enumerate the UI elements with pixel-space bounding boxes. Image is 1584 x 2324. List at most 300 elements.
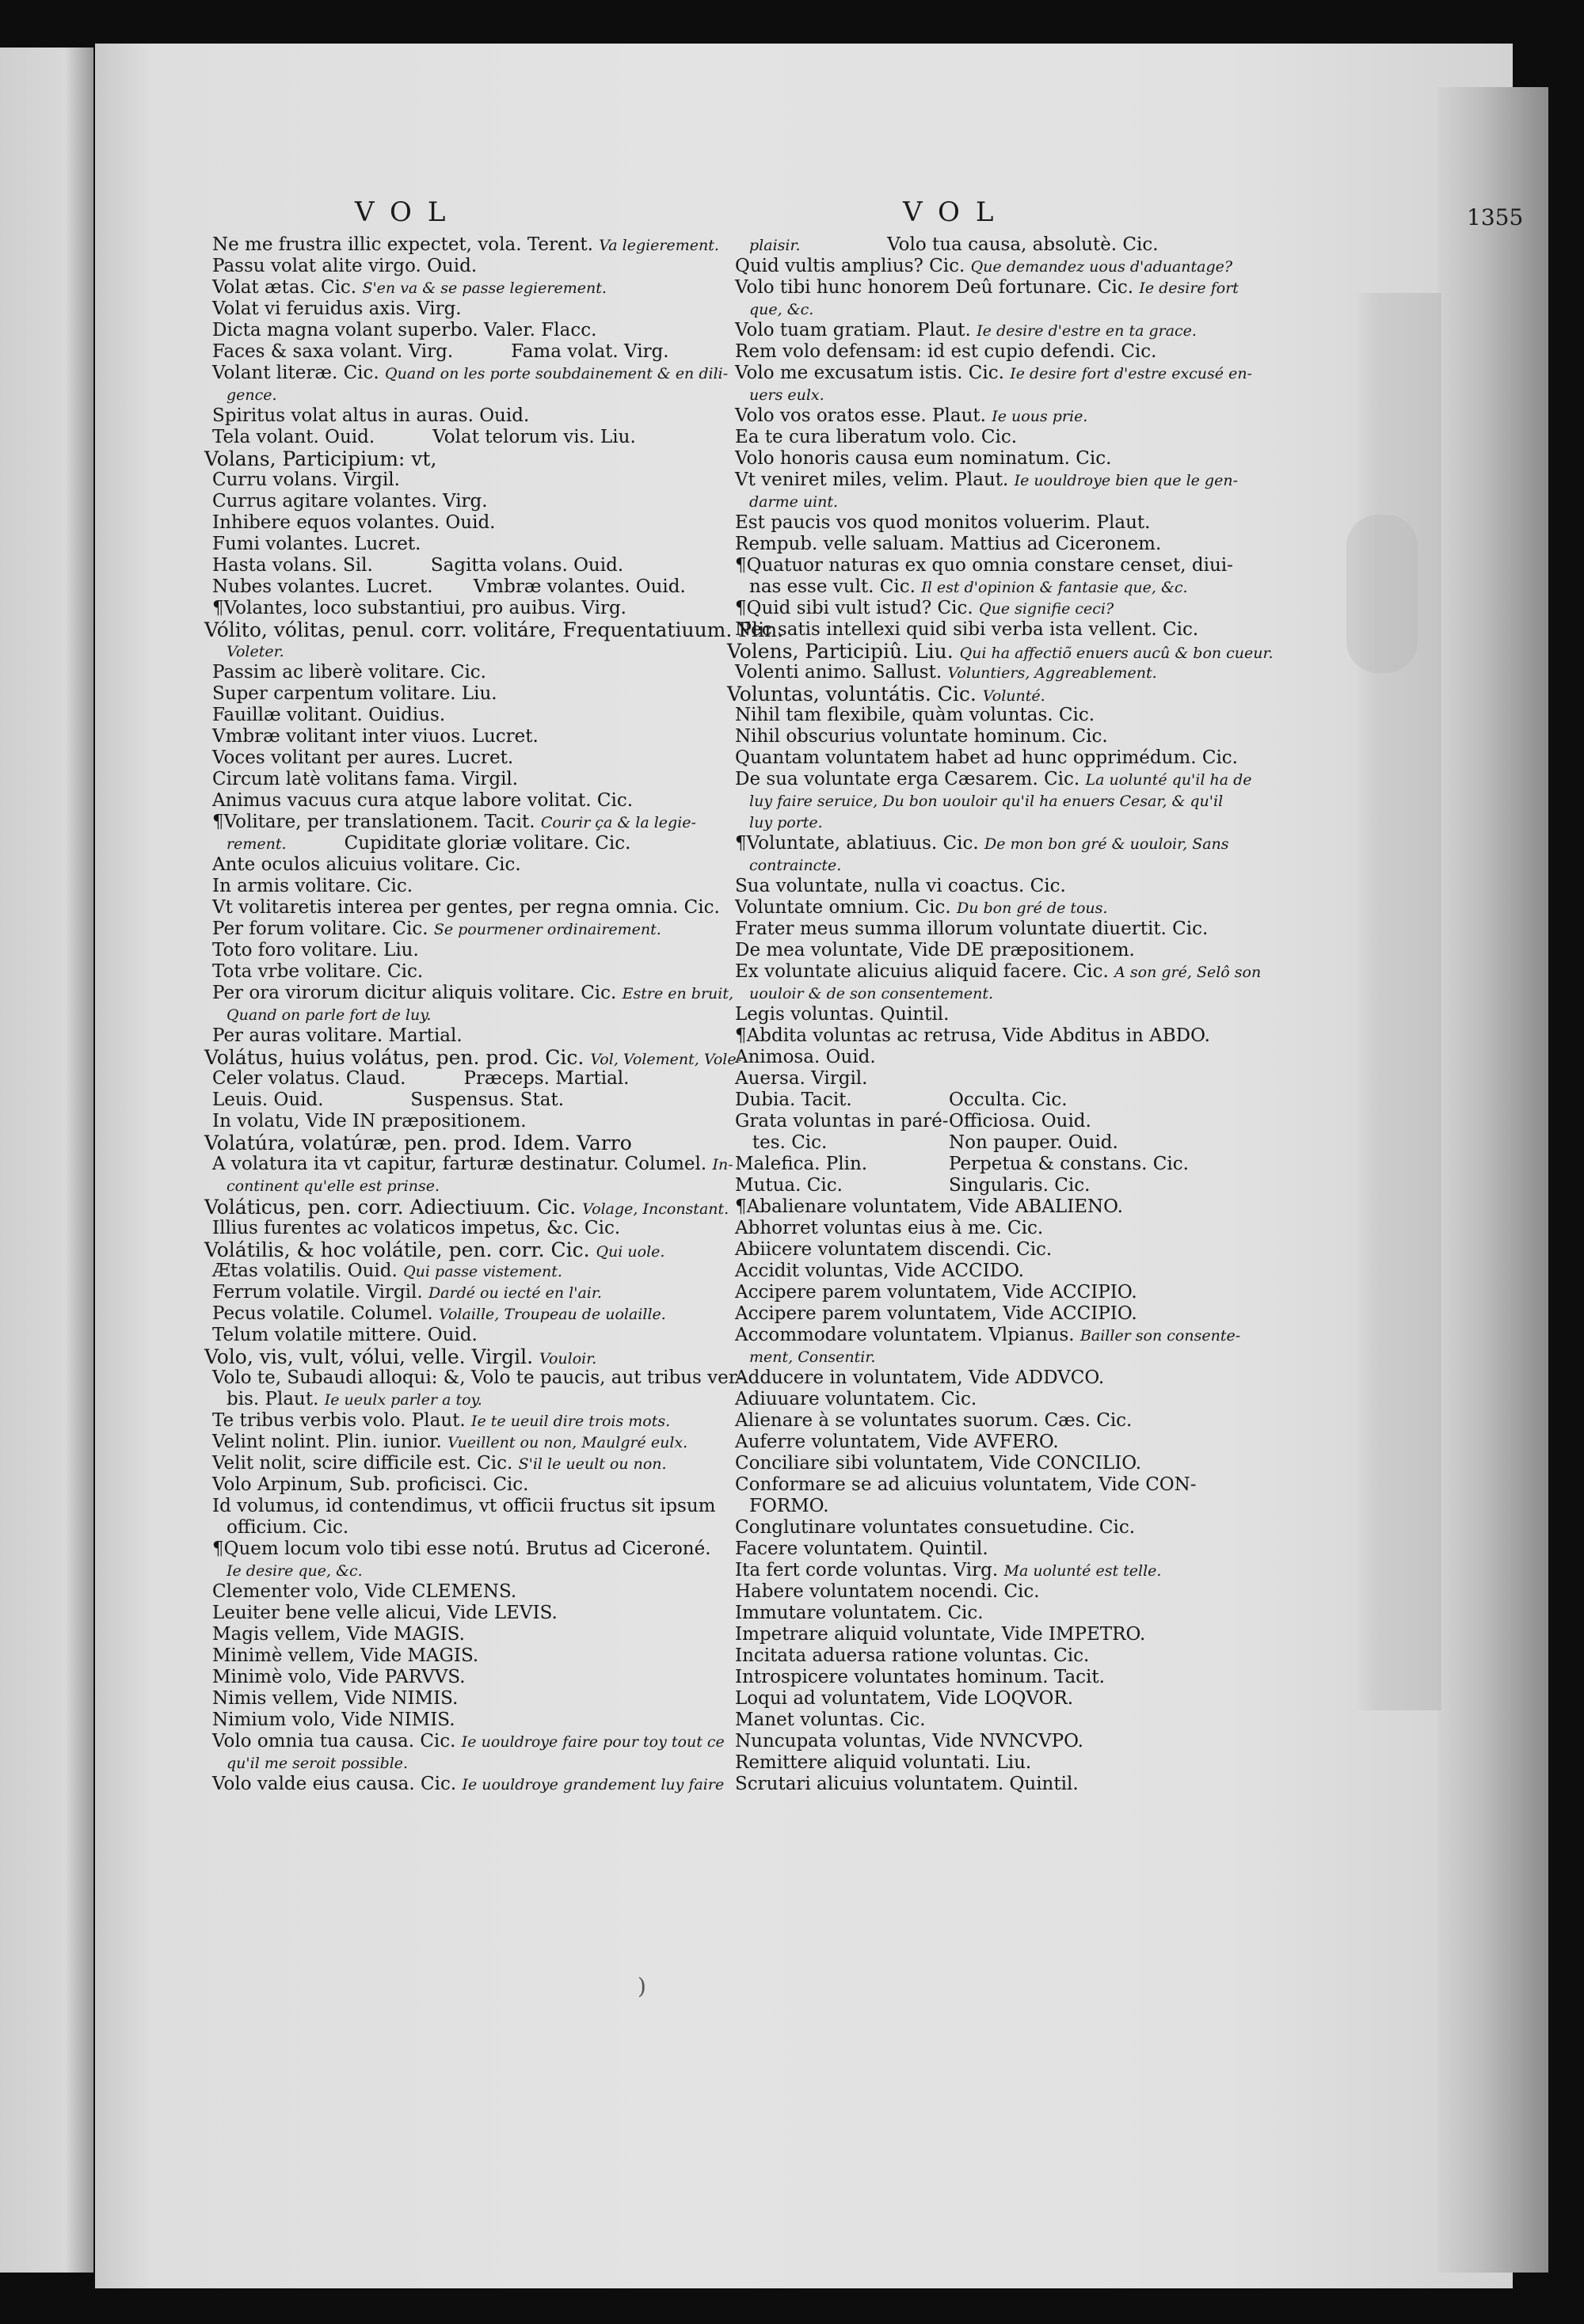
entry-text: Volo tuam gratiam. Plaut. <box>735 320 977 340</box>
entry-text: Volant literæ. Cic. <box>212 363 386 383</box>
entry-text: Volo honoris causa eum nominatum. Cic. <box>735 448 1112 469</box>
entry-text: Dicta magna volant superbo. Valer. Flacc. <box>212 320 597 340</box>
pencil-mark: ) <box>638 1973 646 1999</box>
entry-text: Per ora virorum dicitur aliquis volitare. Cic. <box>212 983 623 1003</box>
dictionary-line <box>727 598 1329 619</box>
dictionary-line <box>727 1774 1329 1795</box>
dictionary-line <box>727 256 1329 277</box>
french-gloss: Vueillent ou non, Maulgré eulx. <box>447 1434 688 1451</box>
dictionary-line <box>727 1132 1329 1154</box>
french-gloss: A son gré, Selô son <box>1114 964 1262 981</box>
entry-text: Celer volatus. Claud. Præceps. Martial. <box>212 1068 630 1089</box>
entry-text: Minimè vellem, Vide MAGIS. <box>212 1645 479 1666</box>
french-gloss: Bailler son consente- <box>1079 1327 1241 1345</box>
dictionary-line <box>204 1196 775 1218</box>
dictionary-line <box>727 854 1329 876</box>
dictionary-line <box>204 1346 775 1367</box>
dictionary-line <box>204 1004 775 1025</box>
entry-text: ¶Quatuor naturas ex quo omnia constare censet, diui- <box>735 555 1233 576</box>
entry-text: nas esse vult. Cic. <box>749 576 922 597</box>
french-gloss: Qui uole. <box>596 1243 665 1261</box>
entry-text: Clementer volo, Vide CLEMENS. <box>212 1581 517 1602</box>
french-gloss: Dardé ou iecté en l'air. <box>428 1284 602 1302</box>
entry-text: Malefica. Plin. <box>735 1154 868 1174</box>
entry-text: ¶Abdita voluntas ac retrusa, Vide Abditus in ABDO. <box>735 1025 1210 1046</box>
dictionary-line <box>727 961 1329 983</box>
dictionary-line <box>204 1111 775 1132</box>
dictionary-line <box>727 1624 1329 1645</box>
entry-text: Per forum volitare. Cic. <box>212 919 434 939</box>
entry-text: Scrutari alicuius voluntatem. Quintil. <box>735 1774 1079 1794</box>
dictionary-line <box>727 576 1329 598</box>
dictionary-line <box>727 1453 1329 1474</box>
entry-text: Incitata aduersa ratione voluntas. Cic. <box>735 1645 1090 1666</box>
entry-text: Nubes volantes. Lucret. Vmbræ volantes. Ouid. <box>212 576 686 597</box>
entry-text: Volenti animo. Sallust. <box>735 662 948 683</box>
dictionary-line <box>204 961 775 983</box>
entry-text: Tela volant. Ouid. Volat telorum vis. Liu. <box>212 427 636 447</box>
dictionary-line <box>204 876 775 897</box>
entry-text: Auferre voluntatem, Vide AVFERO. <box>735 1432 1059 1452</box>
page-stack-edge <box>1437 87 1548 2273</box>
entry-text: Volátilis, & hoc volátile, pen. corr. Cic. <box>204 1238 596 1261</box>
entry-text: Hasta volans. Sil. Sagitta volans. Ouid. <box>212 555 624 576</box>
entry-text: Alienare à se voluntates suorum. Cæs. Cic. <box>735 1410 1133 1431</box>
french-gloss: plaisir. <box>749 237 801 254</box>
dictionary-line <box>204 726 775 747</box>
entry-text: Nimis vellem, Vide NIMIS. <box>212 1688 459 1709</box>
dictionary-line <box>204 1154 775 1175</box>
dictionary-line <box>727 470 1329 491</box>
dictionary-line <box>204 470 775 491</box>
entry-text: Tota vrbe volitare. Cic. <box>212 961 424 982</box>
dictionary-line <box>727 1752 1329 1774</box>
entry-text-second: Cupiditate gloriæ volitare. Cic. <box>286 833 631 854</box>
entry-text: Passim ac liberè volitare. Cic. <box>212 662 486 683</box>
entry-text: Ea te cura liberatum volo. Cic. <box>735 427 1018 447</box>
dictionary-line <box>727 919 1329 940</box>
entry-text-second: Perpetua & constans. Cic. <box>949 1154 1189 1174</box>
dictionary-line <box>204 812 775 833</box>
dictionary-line <box>727 534 1329 555</box>
entry-text: Id volumus, id contendimus, vt officii fructus sit ipsum <box>212 1496 716 1516</box>
french-gloss: S'il le ueult ou non. <box>518 1455 667 1473</box>
entry-text: Vt veniret miles, velim. Plaut. <box>735 470 1015 490</box>
entry-text: Leuiter bene velle alicui, Vide LEVIS. <box>212 1603 558 1623</box>
dictionary-line <box>727 1474 1329 1496</box>
dictionary-line <box>204 320 775 341</box>
dictionary-line <box>204 641 775 662</box>
dictionary-line <box>727 341 1329 363</box>
dictionary-line <box>727 641 1329 662</box>
entry-text: Voluntas, voluntátis. Cic. <box>727 683 983 706</box>
entry-text: Volo te, Subaudi alloqui: &, Volo te paucis, aut tribus ver- <box>212 1367 744 1388</box>
entry-text: Volo Arpinum, Sub. proficisci. Cic. <box>212 1474 529 1495</box>
entry-text: Adiuuare voluntatem. Cic. <box>735 1389 977 1409</box>
dictionary-line <box>727 1090 1329 1111</box>
french-gloss: gence. <box>227 386 277 404</box>
entry-text-second: Occulta. Cic. <box>949 1090 1068 1110</box>
dictionary-line <box>204 683 775 705</box>
right-column <box>727 234 1329 1795</box>
dictionary-line <box>204 405 775 427</box>
entry-text: Volo me excusatum istis. Cic. <box>735 363 1011 383</box>
entry-text-second: Non pauper. Ouid. <box>949 1132 1118 1153</box>
entry-text: Conglutinare voluntates consuetudine. Cic. <box>735 1517 1136 1538</box>
entry-text: Inhibere equos volantes. Ouid. <box>212 512 496 533</box>
entry-text: Velint nolint. Plin. iunior. <box>212 1432 448 1452</box>
dictionary-line <box>204 1132 775 1154</box>
dictionary-line <box>204 1453 775 1474</box>
entry-text: Abhorret voluntas eius à me. Cic. <box>735 1218 1044 1238</box>
entry-text: Remittere aliquid voluntati. Liu. <box>735 1752 1032 1773</box>
entry-text: Ætas volatilis. Ouid. <box>212 1261 404 1281</box>
dictionary-line <box>727 1004 1329 1025</box>
dictionary-line <box>727 1303 1329 1325</box>
entry-text: Accommodare voluntatem. Vlpianus. <box>735 1325 1080 1345</box>
entry-text: Ferrum volatile. Virgil. <box>212 1282 428 1303</box>
french-gloss: Volage, Inconstant. <box>582 1200 729 1218</box>
entry-text: Volo valde eius causa. Cic. <box>212 1774 463 1794</box>
french-gloss: luy porte. <box>749 814 823 831</box>
entry-text: Ante oculos alicuius volitare. Cic. <box>212 854 521 875</box>
entry-text: Velit nolit, scire difficile est. Cic. <box>212 1453 519 1474</box>
dictionary-line <box>727 1603 1329 1624</box>
dictionary-line <box>727 1282 1329 1303</box>
entry-text: tes. Cic. <box>735 1132 828 1153</box>
french-gloss: rement. <box>227 835 287 853</box>
french-gloss: Ie desire que, &c. <box>227 1562 363 1580</box>
dictionary-line <box>204 1282 775 1303</box>
french-gloss: Qui passe vistement. <box>403 1263 562 1280</box>
dictionary-line <box>204 1218 775 1239</box>
entry-text: Ne me frustra illic expectet, vola. Terent. <box>212 234 600 255</box>
french-gloss: De mon bon gré & uouloir, Sans <box>984 835 1229 853</box>
french-gloss: ment, Consentir. <box>749 1348 876 1366</box>
dictionary-line <box>204 299 775 320</box>
french-gloss: Voleter. <box>227 643 284 660</box>
dictionary-line <box>727 363 1329 384</box>
entry-text: Volo omnia tua causa. Cic. <box>212 1731 462 1752</box>
entry-text: In armis volitare. Cic. <box>212 876 413 896</box>
entry-text: Curru volans. Virgil. <box>212 470 400 490</box>
entry-text: Volo, vis, vult, vólui, velle. Virgil. <box>204 1345 539 1368</box>
facing-page-edge <box>0 48 93 2273</box>
dictionary-line <box>727 299 1329 320</box>
french-gloss: darme uint. <box>749 493 839 511</box>
dictionary-line <box>727 1175 1329 1196</box>
dictionary-line <box>727 833 1329 854</box>
entry-text: Minimè volo, Vide PARVVS. <box>212 1667 466 1687</box>
dictionary-line <box>204 1688 775 1710</box>
french-gloss: Ie uous prie. <box>992 408 1088 425</box>
dictionary-line <box>727 1539 1329 1560</box>
entry-text: Passu volat alite virgo. Ouid. <box>212 256 478 276</box>
dictionary-line <box>204 940 775 961</box>
entry-text: Vt volitaretis interea per gentes, per regna omnia. Cic. <box>212 897 720 918</box>
entry-text: Per auras volitare. Martial. <box>212 1025 463 1046</box>
entry-text-second: Singularis. Cic. <box>949 1175 1091 1196</box>
french-gloss: que, &c. <box>749 301 814 318</box>
entry-text: In volatu, Vide IN præpositionem. <box>212 1111 527 1132</box>
dictionary-line <box>727 619 1329 641</box>
entry-text: Conformare se ad alicuius voluntatem, Vide CON- <box>735 1474 1197 1495</box>
french-gloss: contraincte. <box>749 857 842 874</box>
entry-text: A volatura ita vt capitur, farturæ destinatur. Columel. <box>212 1154 713 1174</box>
entry-text: Introspicere voluntates hominum. Tacit. <box>735 1667 1105 1687</box>
dictionary-line <box>727 1432 1329 1453</box>
running-head-right: VOL <box>903 196 1010 228</box>
entry-text-second: Volo tua causa, absolutè. Cic. <box>800 234 1159 255</box>
entry-text: Faces & saxa volant. Virg. Fama volat. Virg. <box>212 341 669 362</box>
dictionary-line <box>204 448 775 470</box>
french-gloss: Qui ha affectiõ enuers aucû & bon cueur. <box>959 645 1274 662</box>
entry-text: Dubia. Tacit. <box>735 1090 852 1110</box>
french-gloss: Volunté. <box>982 687 1045 705</box>
dictionary-line <box>727 1025 1329 1047</box>
dictionary-line <box>204 790 775 812</box>
dictionary-line <box>204 1539 775 1560</box>
entry-text: Volens, Participiû. Liu. <box>727 640 960 663</box>
dictionary-line <box>727 1367 1329 1389</box>
entry-text: Voces volitant per aures. Lucret. <box>212 747 514 768</box>
dictionary-line <box>204 363 775 384</box>
dictionary-line <box>727 747 1329 769</box>
entry-text: Sua voluntate, nulla vi coactus. Cic. <box>735 876 1066 896</box>
entry-text: Currus agitare volantes. Virg. <box>212 491 488 512</box>
french-gloss: uouloir & de son consentement. <box>749 985 994 1002</box>
entry-text: Quantam voluntatem habet ad hunc opprimédum. Cic. <box>735 747 1238 768</box>
dictionary-line <box>204 1474 775 1496</box>
entry-text: Voláticus, pen. corr. Adiectiuum. Cic. <box>204 1196 583 1219</box>
entry-text: Volat vi feruidus axis. Virg. <box>212 299 462 319</box>
dictionary-line <box>727 1068 1329 1090</box>
entry-text: Nihil tam flexibile, quàm voluntas. Cic. <box>735 705 1095 725</box>
dictionary-line <box>204 1774 775 1795</box>
entry-text: Volo vos oratos esse. Plaut. <box>735 405 992 426</box>
dictionary-line <box>727 234 1329 256</box>
entry-text: bis. Plaut. <box>227 1389 325 1409</box>
dictionary-line <box>727 769 1329 790</box>
dictionary-line <box>727 1154 1329 1175</box>
entry-text: Circum latè volitans fama. Virgil. <box>212 769 519 789</box>
entry-text: Accipere parem voluntatem, Vide ACCIPIO. <box>735 1282 1137 1303</box>
french-gloss: Ie desire fort <box>1139 280 1239 297</box>
french-gloss: Il est d'opinion & fantasie que, &c. <box>921 579 1188 596</box>
dictionary-line <box>204 1710 775 1731</box>
page-number: 1355 <box>1467 204 1524 230</box>
dictionary-line <box>727 726 1329 747</box>
dictionary-line <box>204 1517 775 1539</box>
french-gloss: Voluntiers, Aggreablement. <box>947 664 1157 682</box>
entry-text: ¶Quid sibi vult istud? Cic. <box>735 598 979 618</box>
dictionary-line <box>727 277 1329 299</box>
entry-text: De sua voluntate erga Cæsarem. Cic. <box>735 769 1086 789</box>
dictionary-line <box>727 1410 1329 1432</box>
dictionary-line <box>727 491 1329 512</box>
dictionary-line <box>727 384 1329 405</box>
dictionary-line <box>204 1068 775 1090</box>
entry-text: Vmbræ volitant inter viuos. Lucret. <box>212 726 539 747</box>
dictionary-line <box>727 427 1329 448</box>
entry-text: Facere voluntatem. Quintil. <box>735 1539 988 1559</box>
paper-stain <box>1346 515 1418 673</box>
dictionary-line <box>727 1517 1329 1539</box>
dictionary-line <box>204 618 784 641</box>
dictionary-line <box>204 662 775 683</box>
entry-text: Quid vultis amplius? Cic. <box>735 256 971 276</box>
dictionary-line <box>204 576 775 598</box>
dictionary-line <box>727 405 1329 427</box>
entry-text: De mea voluntate, Vide DE præpositionem. <box>735 940 1135 960</box>
entry-text: Toto foro volitare. Liu. <box>212 940 419 960</box>
dictionary-line <box>727 1731 1329 1752</box>
entry-text: Nec satis intellexi quid sibi verba ista vellent. Cic. <box>735 619 1199 640</box>
entry-text: Frater meus summa illorum voluntate diuertit. Cic. <box>735 919 1209 939</box>
entry-text: Adducere in voluntatem, Vide ADDVCO. <box>735 1367 1105 1388</box>
entry-text: Nimium volo, Vide NIMIS. <box>212 1710 455 1730</box>
dictionary-line <box>204 512 775 534</box>
dictionary-line <box>727 555 1329 576</box>
french-gloss: La uolunté qu'il ha de <box>1085 771 1252 789</box>
dictionary-line <box>204 1175 775 1196</box>
entry-text: Te tribus verbis volo. Plaut. <box>212 1410 471 1431</box>
entry-text-second: Officiosa. Ouid. <box>949 1111 1091 1132</box>
dictionary-line <box>204 384 775 405</box>
entry-text: Volat ætas. Cic. <box>212 277 363 298</box>
dictionary-line <box>727 1560 1329 1581</box>
french-gloss: uers eulx. <box>749 386 824 404</box>
entry-text: Ex voluntate alicuius aliquid facere. Cic. <box>735 961 1115 982</box>
dictionary-line <box>204 598 775 619</box>
entry-text: Volo tibi hunc honorem Deû fortunare. Cic. <box>735 277 1140 298</box>
dictionary-line <box>727 1261 1329 1282</box>
entry-text: Est paucis vos quod monitos voluerim. Plaut. <box>735 512 1151 533</box>
french-gloss: Que demandez uous d'aduantage? <box>970 258 1233 276</box>
dictionary-line <box>204 1325 775 1346</box>
dictionary-line <box>727 705 1329 726</box>
entry-text: Grata voluntas in paré- <box>735 1111 949 1132</box>
entry-text: Nihil obscurius voluntate hominum. Cic. <box>735 726 1108 747</box>
entry-text: Loqui ad voluntatem, Vide LOQVOR. <box>735 1688 1074 1709</box>
dictionary-line <box>727 897 1329 919</box>
entry-text: Immutare voluntatem. Cic. <box>735 1603 984 1623</box>
entry-text: ¶Quem locum volo tibi esse notú. Brutus ad Ciceroné. <box>212 1539 711 1559</box>
dictionary-line <box>727 448 1329 470</box>
dictionary-line <box>727 1645 1329 1667</box>
entry-text: Mutua. Cic. <box>735 1175 843 1196</box>
dictionary-line <box>204 491 775 512</box>
entry-text: Nuncupata voluntas, Vide NVNCVPO. <box>735 1731 1083 1752</box>
french-gloss: Ie te ueuil dire trois mots. <box>471 1413 671 1430</box>
dictionary-line <box>727 1239 1329 1261</box>
dictionary-line <box>727 662 1329 683</box>
dictionary-line <box>204 1410 775 1432</box>
entry-text: Volatúra, volatúræ, pen. prod. Idem. Varro <box>204 1132 632 1154</box>
french-gloss: Ie uouldroye bien que le gen- <box>1014 472 1238 489</box>
entry-text: Conciliare sibi voluntatem, Vide CONCILIO. <box>735 1453 1142 1474</box>
entry-text: Volans, Participium: vt, <box>204 447 437 470</box>
entry-text: Pecus volatile. Columel. <box>212 1303 439 1324</box>
entry-text: Manet voluntas. Cic. <box>735 1710 926 1730</box>
french-gloss: luy faire seruice, Du bon uouloir qu'il ha enuers Cesar, & qu'il <box>749 793 1224 810</box>
dictionary-line <box>204 705 775 726</box>
entry-text: Vólito, vólitas, penul. corr. volitáre, Frequentatiuum. Plin. <box>204 618 784 641</box>
entry-text: ¶Volitare, per translationem. Tacit. <box>212 812 541 832</box>
entry-text: Ita fert corde voluntas. Virg. <box>735 1560 1004 1580</box>
french-gloss: Va legierement. <box>599 237 719 254</box>
entry-text: ¶Voluntate, ablatiuus. Cic. <box>735 833 985 854</box>
dictionary-line <box>204 1261 775 1282</box>
entry-text: Abiicere voluntatem discendi. Cic. <box>735 1239 1053 1260</box>
dictionary-line <box>727 1111 1329 1132</box>
french-gloss: Se pourmener ordinairement. <box>433 921 661 938</box>
dictionary-line <box>727 790 1329 812</box>
entry-text: Accipere parem voluntatem, Vide ACCIPIO. <box>735 1303 1137 1324</box>
french-gloss: Quand on les porte soubdainement & en dili- <box>385 365 729 382</box>
french-gloss: Du bon gré de tous. <box>956 900 1108 917</box>
entry-text: ¶Abalienare voluntatem, Vide ABALIENO. <box>735 1196 1123 1217</box>
dictionary-line <box>204 234 775 256</box>
dictionary-line <box>204 833 775 854</box>
french-gloss: Ie uouldroye grandement luy faire <box>462 1776 725 1793</box>
french-gloss: Volaille, Troupeau de uolaille. <box>438 1306 666 1323</box>
dictionary-line <box>727 983 1329 1004</box>
dictionary-line <box>204 1560 775 1581</box>
dictionary-line <box>204 341 775 363</box>
dictionary-line <box>204 769 775 790</box>
dictionary-line <box>204 1432 775 1453</box>
french-gloss: Ie desire fort d'estre excusé en- <box>1010 365 1252 382</box>
dictionary-line <box>204 555 775 576</box>
french-gloss: S'en va & se passe legierement. <box>362 280 607 297</box>
dictionary-line <box>204 1624 775 1645</box>
entry-text: Fumi volantes. Lucret. <box>212 534 421 554</box>
french-gloss: qu'il me seroit possible. <box>227 1755 409 1772</box>
entry-text: Spiritus volat altus in auras. Ouid. <box>212 405 530 426</box>
dictionary-line <box>204 854 775 876</box>
french-gloss: Ie ueulx parler a toy. <box>324 1391 482 1409</box>
dictionary-line <box>204 534 775 555</box>
entry-text: Rem volo defensam: id est cupio defendi. Cic. <box>735 341 1157 362</box>
dictionary-line <box>204 983 775 1004</box>
dictionary-line <box>727 876 1329 897</box>
dictionary-line <box>727 1196 1329 1218</box>
entry-text: Magis vellem, Vide MAGIS. <box>212 1624 465 1645</box>
dictionary-line <box>727 1047 1329 1068</box>
french-gloss: Que signifie ceci? <box>979 600 1114 618</box>
french-gloss: Ie desire d'estre en ta grace. <box>977 322 1197 340</box>
dictionary-line <box>727 1496 1329 1517</box>
french-gloss: Estre en bruit, <box>622 985 734 1002</box>
dictionary-line <box>204 1603 775 1624</box>
dictionary-line <box>204 1667 775 1688</box>
french-gloss: Vouloir. <box>539 1350 597 1367</box>
french-gloss: Quand on parle fort de luy. <box>227 1006 432 1024</box>
entry-text: Illius furentes ac volaticos impetus, &c. Cic. <box>212 1218 621 1238</box>
entry-text: Animosa. Ouid. <box>735 1047 876 1067</box>
dictionary-line <box>727 1218 1329 1239</box>
dictionary-line <box>204 1239 775 1261</box>
french-gloss: Vol, Volement, Vole- <box>590 1051 742 1068</box>
dictionary-line <box>727 1710 1329 1731</box>
dictionary-line <box>204 1047 775 1068</box>
dictionary-line <box>204 1752 775 1774</box>
entry-text: Rempub. velle saluam. Mattius ad Ciceronem. <box>735 534 1162 554</box>
dictionary-line <box>204 1389 775 1410</box>
dictionary-line <box>204 1090 775 1111</box>
french-gloss: Ma uolunté est telle. <box>1003 1562 1162 1580</box>
